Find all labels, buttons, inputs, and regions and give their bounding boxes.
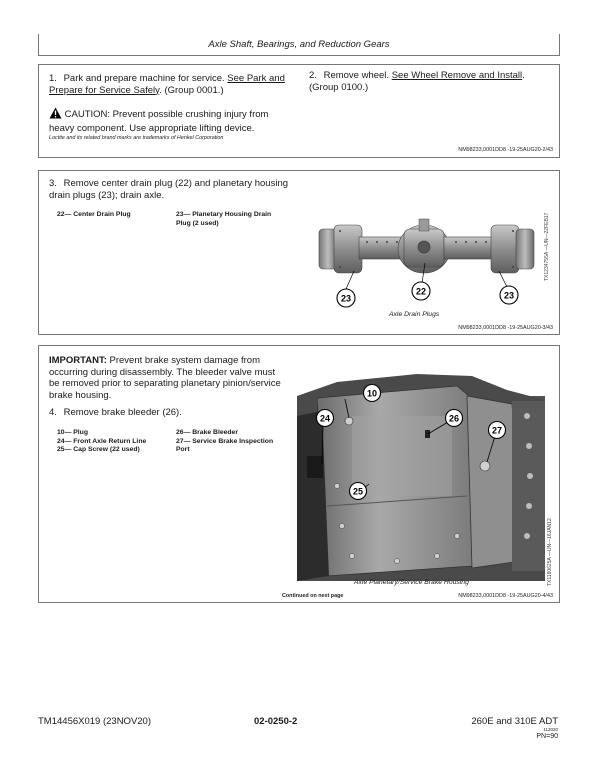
block-step4 — [38, 345, 560, 603]
callout-27 — [489, 422, 506, 439]
legend-10: 10— Plug — [57, 429, 88, 436]
svg-text:24: 24 — [319, 413, 331, 424]
figure-id: TX1180625A —UN—16JAN12 — [547, 518, 553, 586]
callout-25 — [350, 483, 367, 500]
svg-text:10: 10 — [366, 388, 378, 399]
legend-col-2 — [176, 429, 288, 455]
step-2: 2. Remove wheel. See Wheel Remove and Install. (Group 0100.) — [309, 70, 525, 93]
block-step3 — [38, 170, 560, 335]
ref-id: NM98233,0001DD8 -19-25AUG20-2/43 — [458, 147, 553, 153]
legend-24: 24— Front Axle Return Line — [57, 437, 147, 445]
figure-caption: Axle Drain Plugs — [389, 311, 440, 318]
svg-text:23: 23 — [503, 290, 515, 301]
caution-icon — [49, 107, 62, 123]
step-4: 4. Remove brake bleeder (26). — [49, 407, 182, 418]
callout-22 — [412, 282, 430, 300]
loctite-note: Loctite and its related brand marks are trademarks of Henkel Corporation — [49, 135, 224, 141]
figure-id: TX1234755A —UN—22FEB17 — [544, 212, 550, 281]
ref-id: NM98233,0001DD8 -19-25AUG20-4/43 — [458, 593, 553, 599]
callout-23-right — [500, 286, 518, 304]
step-3: 3. Remove center drain plug (22) and planetary housing drain plugs (23); drain axle. — [49, 178, 289, 201]
legend-26: 26— Brake Bleeder — [176, 429, 238, 436]
legend-23: 23— Planetary Housing Drain Plug (2 used) — [176, 211, 272, 227]
ref-id: NM98233,0001DD8 -19-25AUG20-3/43 — [458, 325, 553, 331]
legend-27: 27— Service Brake Inspection Port — [176, 437, 274, 453]
link-park-prepare[interactable]: See Park and Prepare for Service Safely — [49, 73, 285, 96]
legend-col-1 — [57, 429, 175, 455]
footer-pn: PN=90 — [536, 733, 558, 740]
legend-22: 22— Center Drain Plug — [57, 211, 131, 218]
legend-25: 25— Cap Screw (22 used) — [57, 446, 140, 453]
block-step1-2 — [38, 64, 560, 158]
svg-text:25: 25 — [352, 486, 364, 497]
step-1: 1. Park and prepare machine for service. See Park and Prepare for Service Safely. (Group 0001.) — [49, 73, 285, 96]
link-wheel-remove[interactable]: See Wheel Remove and Install — [391, 70, 523, 81]
footer-model: 260E and 310E ADT — [471, 716, 558, 727]
figure-caption: Axle Planetary/Service Brake Housing — [354, 579, 469, 586]
caution-note: CAUTION: Prevent possible crushing injury from heavy component. Use appropriate lifting device. — [49, 109, 269, 134]
footer-page-number: 02-0250-2 — [254, 716, 298, 727]
svg-text:26: 26 — [448, 413, 460, 424]
important-note: IMPORTANT: Prevent brake system damage from occurring during disassembly. The bleeder valve must be removed prior to separating planetary pinion/service brake housing. — [49, 355, 281, 401]
svg-text:27: 27 — [491, 425, 503, 436]
callout-24 — [317, 410, 334, 427]
brake-housing-figure — [297, 356, 545, 581]
footer-tm-id: TM14456X019 (23NOV20) — [38, 716, 152, 727]
header-box — [38, 34, 560, 56]
callout-26 — [446, 410, 463, 427]
continued-note: Continued on next page — [282, 593, 344, 599]
page-title: Axle Shaft, Bearings, and Reduction Gears — [208, 39, 390, 50]
svg-text:23: 23 — [340, 293, 352, 304]
callout-10 — [364, 385, 381, 402]
footer-date-small: 112020 — [543, 727, 558, 732]
svg-text:22: 22 — [415, 286, 427, 297]
axle-drain-plugs-figure — [304, 209, 549, 319]
callout-23-left — [337, 289, 355, 307]
